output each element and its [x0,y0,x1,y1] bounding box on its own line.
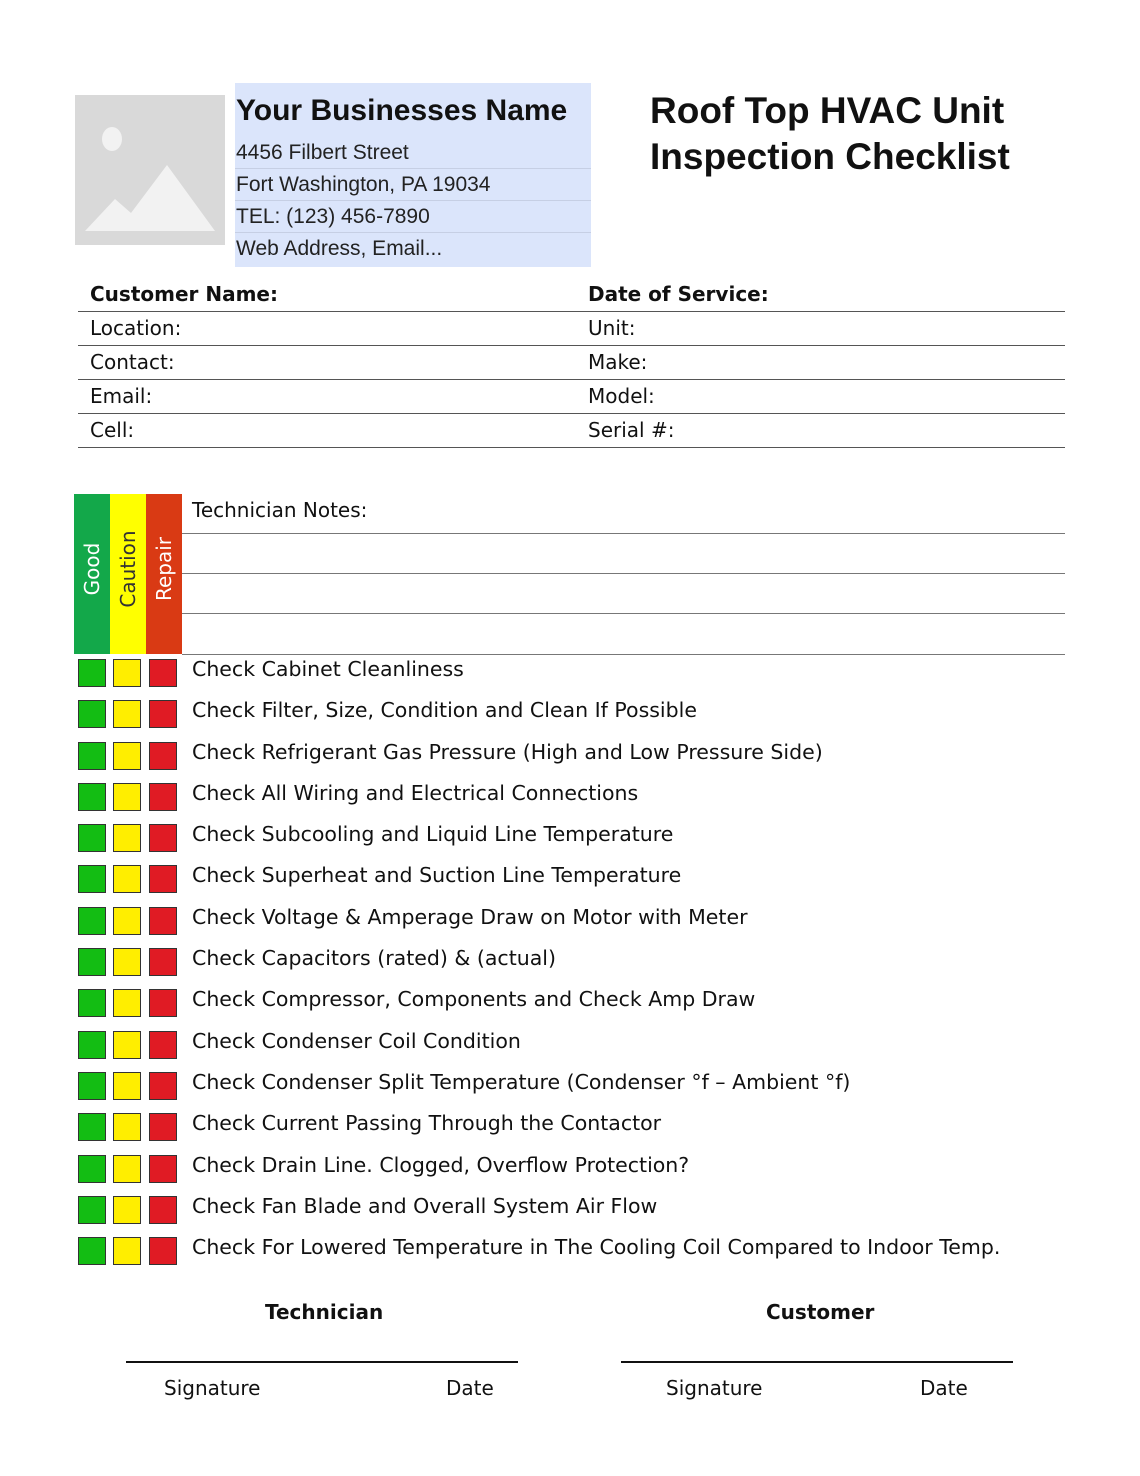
caution-checkbox[interactable] [113,1196,141,1224]
checklist-row [76,1109,1066,1150]
model-label: Model: [588,384,655,408]
business-address-line1: 4456 Filbert Street [235,137,591,169]
good-checkbox[interactable] [78,1196,106,1224]
title-line1: Roof Top HVAC Unit [650,90,1005,131]
business-web: Web Address, Email... [235,233,591,267]
status-good-label: Good [80,542,104,596]
repair-checkbox[interactable] [149,824,177,852]
good-checkbox[interactable] [78,1072,106,1100]
make-label: Make: [588,350,648,374]
status-column-good [74,494,110,654]
cell-label: Cell: [90,418,135,442]
inspection-checklist [76,655,1066,1274]
checklist-row [76,655,1066,696]
contact-label: Contact: [90,350,175,374]
technician-signature-line[interactable] [126,1361,518,1363]
business-phone: TEL: (123) 456-7890 [235,201,591,233]
good-checkbox[interactable] [78,1237,106,1265]
good-checkbox[interactable] [78,824,106,852]
checklist-row [76,1027,1066,1068]
date-of-service-label: Date of Service: [588,282,769,306]
checklist-item-label: Check Drain Line. Clogged, Overflow Protection? [192,1152,690,1177]
checklist-item-label: Check Current Passing Through the Contactor [192,1111,662,1136]
good-checkbox[interactable] [78,659,106,687]
title-line2: Inspection Checklist [650,136,1010,177]
checklist-item-label: Check Condenser Split Temperature (Condenser °f – Ambient °f) [192,1069,851,1094]
checklist-row [76,820,1066,861]
status-column-caution [110,494,146,654]
checklist-row [76,1151,1066,1192]
caution-checkbox[interactable] [113,783,141,811]
good-checkbox[interactable] [78,700,106,728]
info-row [78,277,1065,312]
good-checkbox[interactable] [78,1031,106,1059]
repair-checkbox[interactable] [149,659,177,687]
good-checkbox[interactable] [78,907,106,935]
repair-checkbox[interactable] [149,742,177,770]
repair-checkbox[interactable] [149,948,177,976]
notes-line[interactable] [182,573,1065,574]
logo-placeholder [75,95,225,245]
technician-notes-label: Technician Notes: [192,498,368,522]
info-row [78,311,1065,346]
caution-checkbox[interactable] [113,989,141,1017]
checklist-row [76,738,1066,779]
checklist-row [76,779,1066,820]
caution-checkbox[interactable] [113,700,141,728]
email-label: Email: [90,384,153,408]
repair-checkbox[interactable] [149,1072,177,1100]
checklist-item-label: Check Fan Blade and Overall System Air Flow [192,1193,658,1218]
caution-checkbox[interactable] [113,1072,141,1100]
repair-checkbox[interactable] [149,865,177,893]
business-name: Your Businesses Name [235,83,591,137]
checklist-item-label: Check Compressor, Components and Check Amp Draw [192,987,756,1012]
business-address-line2: Fort Washington, PA 19034 [235,169,591,201]
location-label: Location: [90,316,182,340]
technician-date-label: Date [446,1376,494,1400]
caution-checkbox[interactable] [113,659,141,687]
status-repair-label: Repair [152,536,176,602]
caution-checkbox[interactable] [113,824,141,852]
technician-heading: Technician [265,1300,384,1324]
status-caution-label: Caution [116,530,140,608]
checklist-item-label: Check Superheat and Suction Line Temperature [192,863,682,888]
status-column-repair [146,494,182,654]
good-checkbox[interactable] [78,742,106,770]
repair-checkbox[interactable] [149,1196,177,1224]
checklist-row [76,1233,1066,1274]
customer-signature-line[interactable] [621,1361,1013,1363]
checklist-row [76,861,1066,902]
checklist-row [76,1192,1066,1233]
checklist-item-label: Check For Lowered Temperature in The Cooling Coil Compared to Indoor Temp. [192,1235,1001,1260]
caution-checkbox[interactable] [113,1237,141,1265]
info-row [78,379,1065,414]
repair-checkbox[interactable] [149,1113,177,1141]
caution-checkbox[interactable] [113,948,141,976]
repair-checkbox[interactable] [149,989,177,1017]
good-checkbox[interactable] [78,989,106,1017]
checklist-item-label: Check Subcooling and Liquid Line Temperature [192,822,674,847]
checklist-row [76,1068,1066,1109]
repair-checkbox[interactable] [149,1155,177,1183]
caution-checkbox[interactable] [113,1113,141,1141]
repair-checkbox[interactable] [149,1031,177,1059]
checklist-item-label: Check Cabinet Cleanliness [192,657,464,681]
checklist-item-label: Check Capacitors (rated) & (actual) [192,946,556,971]
notes-line[interactable] [182,533,1065,534]
unit-label: Unit: [588,316,636,340]
customer-signature-label: Signature [666,1376,763,1400]
checklist-item-label: Check All Wiring and Electrical Connections [192,780,639,805]
checklist-row [76,903,1066,944]
notes-line[interactable] [182,613,1065,614]
checklist-item-label: Check Refrigerant Gas Pressure (High and Low Pressure Side) [192,739,823,764]
repair-checkbox[interactable] [149,907,177,935]
customer-date-label: Date [920,1376,968,1400]
checklist-item-label: Check Filter, Size, Condition and Clean If Possible [192,698,697,723]
technician-signature-label: Signature [164,1376,261,1400]
good-checkbox[interactable] [78,865,106,893]
good-checkbox[interactable] [78,1113,106,1141]
business-info [235,83,591,267]
caution-checkbox[interactable] [113,1155,141,1183]
good-checkbox[interactable] [78,948,106,976]
checklist-item-label: Check Condenser Coil Condition [192,1028,521,1053]
document-title [650,88,1090,180]
customer-heading: Customer [766,1300,875,1324]
good-checkbox[interactable] [78,1155,106,1183]
repair-checkbox[interactable] [149,783,177,811]
repair-checkbox[interactable] [149,700,177,728]
checklist-item-label: Check Voltage & Amperage Draw on Motor with Meter [192,904,748,929]
caution-checkbox[interactable] [113,865,141,893]
checklist-row [76,696,1066,737]
serial-label: Serial #: [588,418,675,442]
caution-checkbox[interactable] [113,742,141,770]
caution-checkbox[interactable] [113,1031,141,1059]
customer-name-label: Customer Name: [90,282,278,306]
checklist-row [76,985,1066,1026]
info-row [78,345,1065,380]
info-row [78,413,1065,448]
checklist-row [76,944,1066,985]
image-placeholder-icon [75,95,225,245]
repair-checkbox[interactable] [149,1237,177,1265]
good-checkbox[interactable] [78,783,106,811]
caution-checkbox[interactable] [113,907,141,935]
